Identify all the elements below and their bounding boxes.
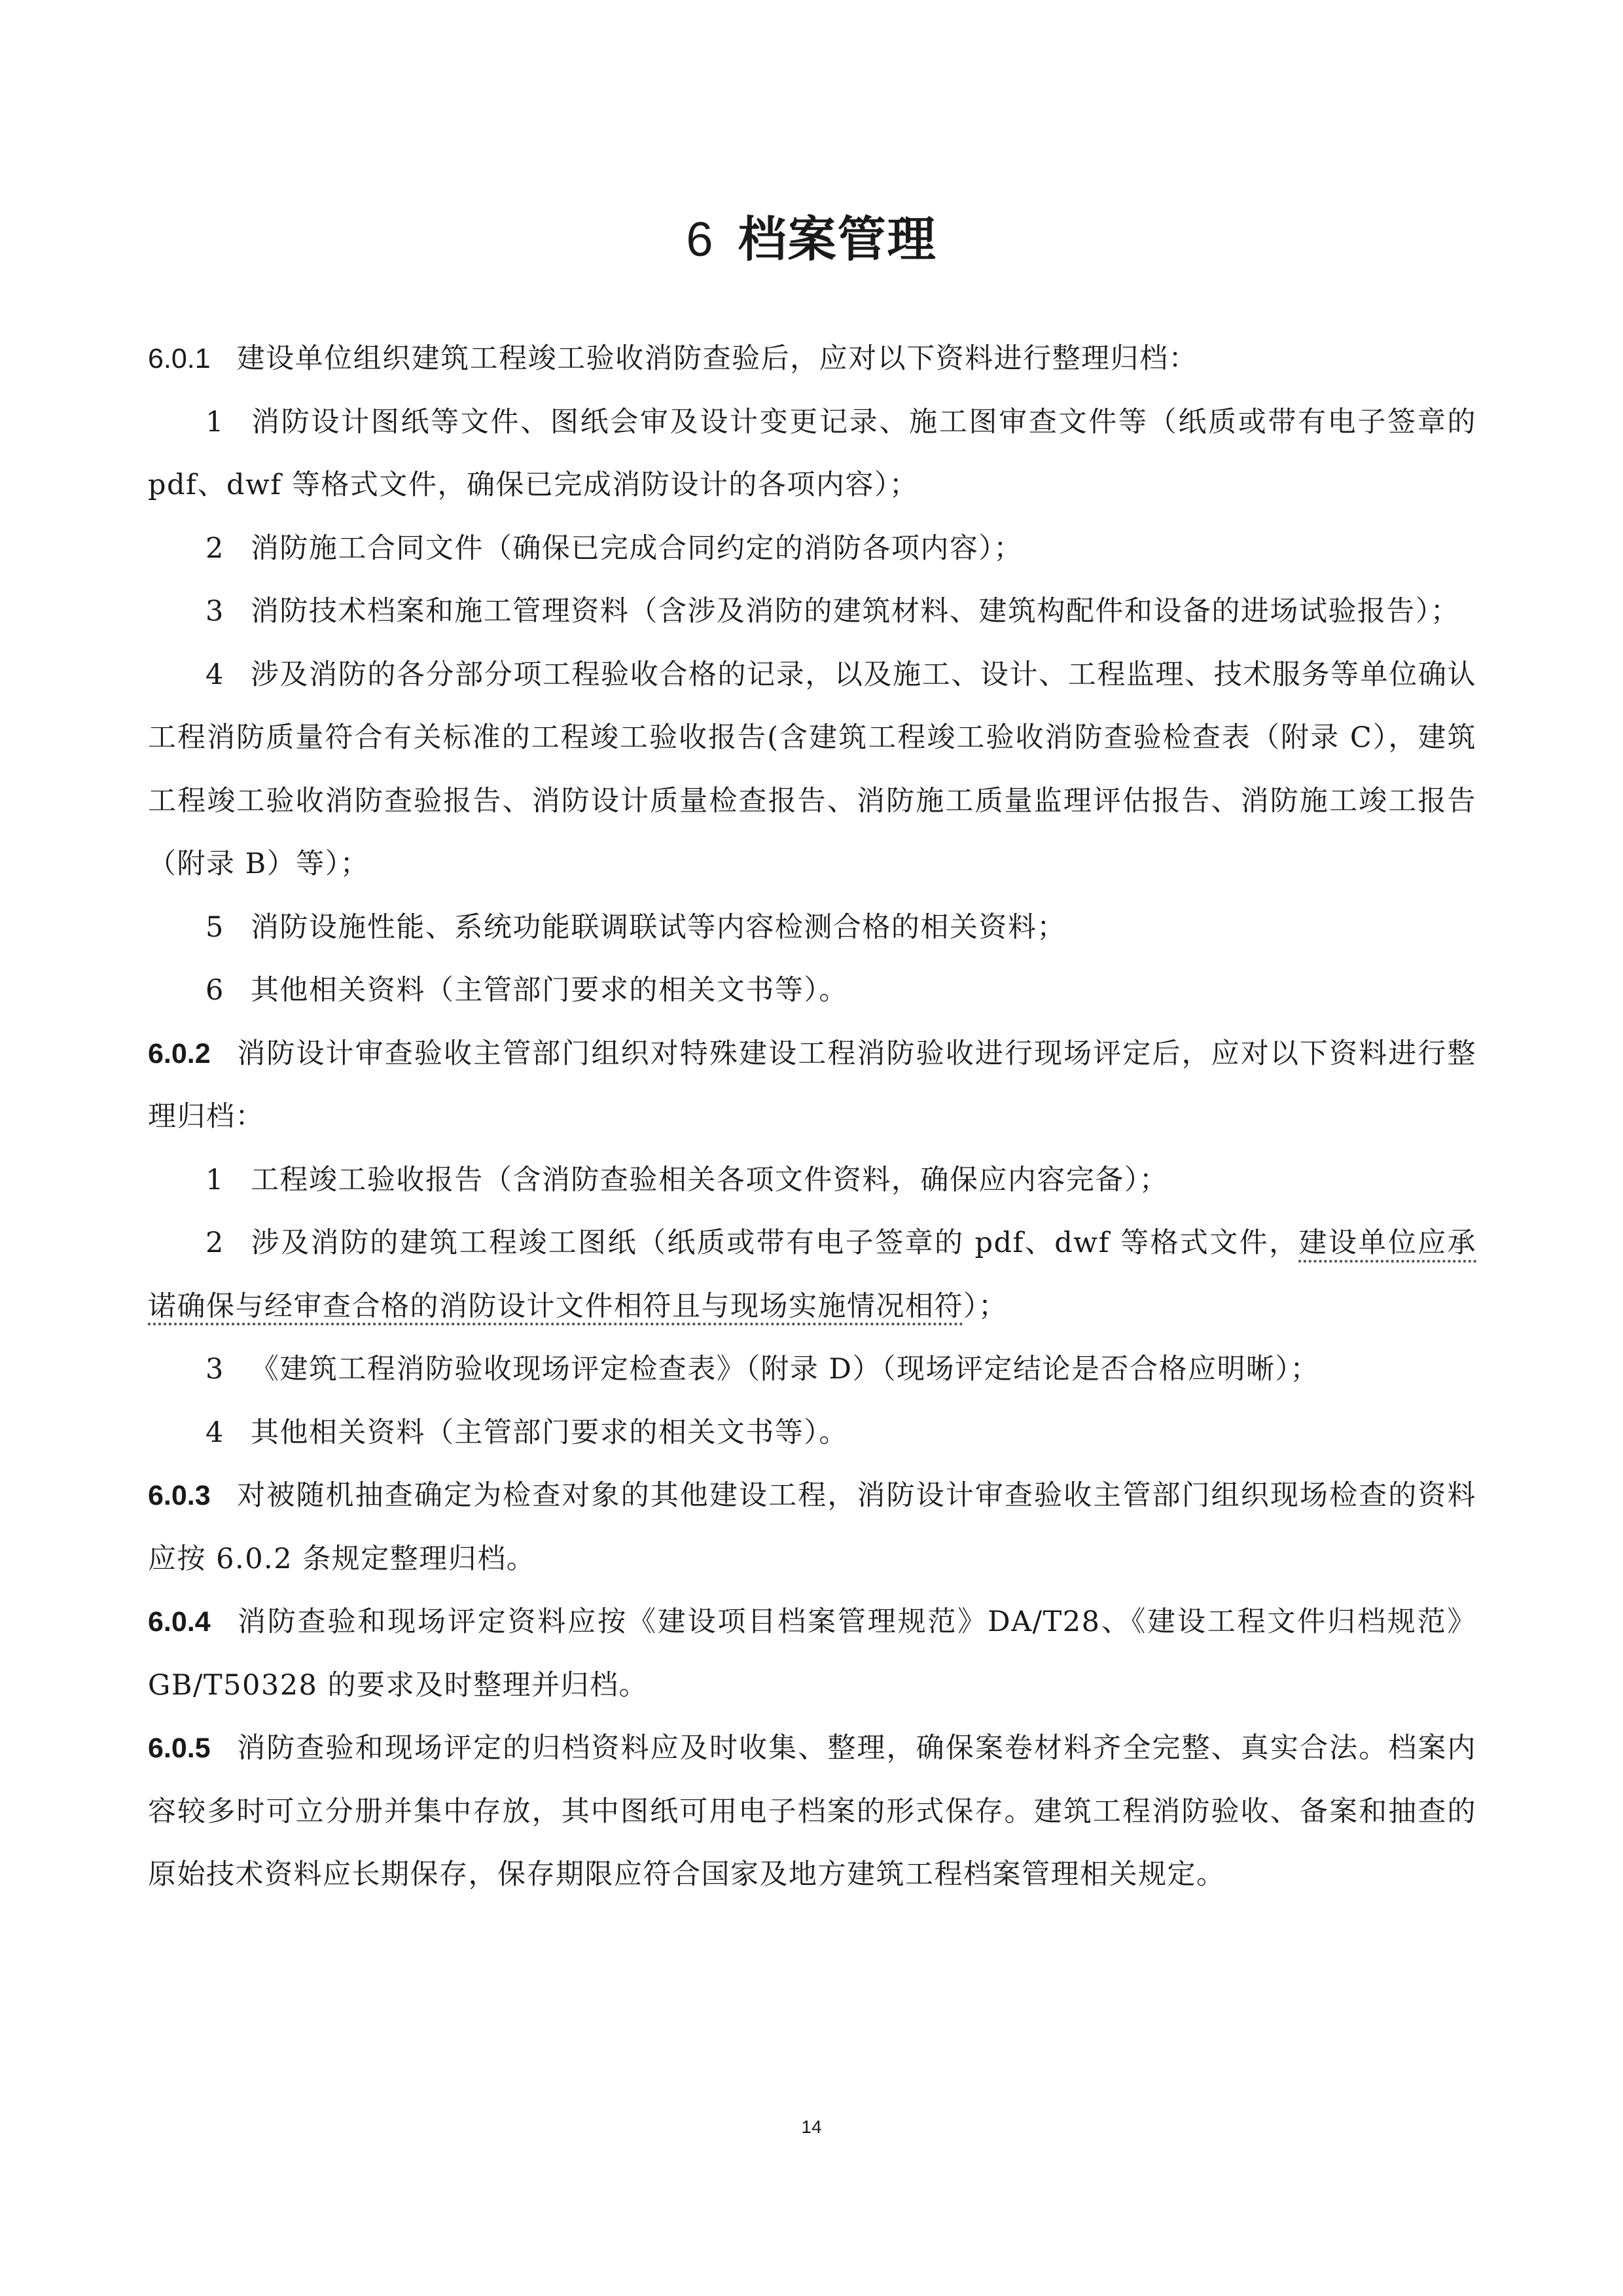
chapter-title-text: 档案管理 [738,211,937,268]
list-item [148,643,1476,896]
clause-text: 消防查验和现场评定的归档资料应及时收集、整理，确保案卷材料齐全完整、真实合法。档案内容较多时可立分册并集中存放，其中图纸可用电子档案的形式保存。建筑工程消防验收、备案和抽查的原始技术资料应长期保存，保存期限应符合国家及地方建筑工程档案管理相关规定。 [148,1732,1476,1891]
item-text: 涉及消防的各分部分项工程验收合格的记录，以及施工、设计、工程监理、技术服务等单位确认工程消防质量符合有关标准的工程竣工验收报告(含建筑工程竣工验收消防查验检查表（附录 C），建筑工程竣工验收消防查验报告、消防设计质量检查报告、消防施工质量监理评估报告、消防施工竣工报告（附录 B）等）； [148,658,1476,880]
item-number: 1 [205,1163,224,1196]
item-text: 消防施工合同文件（确保已完成合同约定的消防各项内容）； [250,531,1023,565]
item-text: 其他相关资料（主管部门要求的相关文书等）。 [250,1416,848,1449]
item-number: 5 [205,910,224,944]
list-item [148,1338,1476,1401]
clause-6-0-2 [148,1022,1476,1149]
clause-text: 消防设计审查验收主管部门组织对特殊建设工程消防验收进行现场评定后，应对以下资料进行整理归档： [148,1037,1476,1133]
clause-text: 建设单位组织建筑工程竣工验收消防查验后，应对以下资料进行整理归档： [236,342,1198,375]
item-number: 4 [205,658,224,691]
page-number: 14 [801,2117,822,2137]
list-item [148,896,1476,960]
list-item [148,1211,1476,1338]
clause-number: 6.0.2 [148,1037,211,1069]
list-item [148,580,1476,643]
list-item [148,391,1476,517]
item-text: 涉及消防的建筑工程竣工图纸（纸质或带有电子签章的 pdf、dwf 等格式文件， [250,1227,1299,1259]
clause-6-0-3 [148,1464,1476,1590]
clause-number: 6.0.5 [148,1732,211,1764]
clause-number: 6.0.3 [148,1480,211,1511]
chapter-title [0,208,1623,271]
item-number: 6 [205,974,224,1007]
item-text: 工程竣工验收报告（含消防查验相关各项文件资料，确保应内容完备）； [250,1163,1169,1196]
item-text: 其他相关资料（主管部门要求的相关文书等）。 [250,974,848,1007]
list-item [148,1401,1476,1465]
clause-number: 6.0.1 [148,343,211,374]
chapter-number: 6 [686,212,715,266]
item-number: 3 [205,595,224,628]
clause-6-0-1 [148,327,1476,391]
revision-underline-text: 建设单位应承诺确保与经审查合格的消防设计文件相符且与现场实施情况相符 [148,1227,1476,1323]
list-item [148,517,1476,581]
item-text: 《建筑工程消防验收现场评定检查表》（附录 D）（现场评定结论是否合格应明晰）； [250,1353,1320,1386]
clause-text: 对被随机抽查确定为检查对象的其他建设工程，消防设计审查验收主管部门组织现场检查的资料应按 6.0.2 条规定整理归档。 [148,1479,1476,1575]
clause-6-0-5 [148,1717,1476,1907]
item-text-end: ）； [963,1289,1008,1323]
clause-text: 消防查验和现场评定资料应按《建设项目档案管理规范》DA/T28、《建设工程文件归档规范》GB/T50328 的要求及时整理并归档。 [148,1605,1476,1702]
list-item [148,1149,1476,1212]
item-number: 4 [205,1416,224,1449]
item-number: 3 [205,1353,224,1386]
item-number: 2 [205,1227,224,1259]
item-number: 2 [205,531,224,565]
clause-number: 6.0.4 [148,1606,211,1638]
item-text: 消防技术档案和施工管理资料（含涉及消防的建筑材料、建筑构配件和设备的进场试验报告）； [250,595,1460,628]
item-text: 消防设施性能、系统功能联调联试等内容检测合格的相关资料； [250,910,1066,944]
list-item [148,959,1476,1022]
clause-6-0-4 [148,1590,1476,1717]
item-text: 消防设计图纸等文件、图纸会审及设计变更记录、施工图审查文件等（纸质或带有电子签章的 pdf、dwf 等格式文件，确保已完成消防设计的各项内容）； [148,405,1476,501]
item-number: 1 [205,405,224,439]
document-body [148,327,1476,1907]
